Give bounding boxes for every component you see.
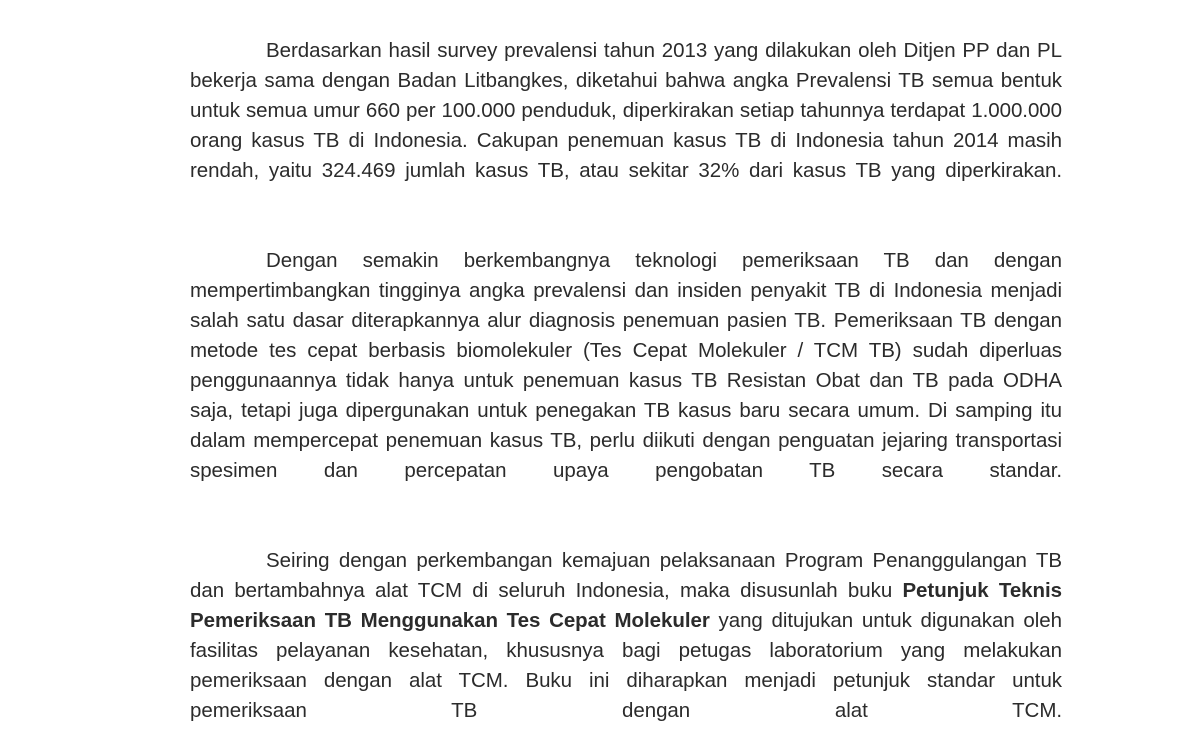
paragraph-3-text-before-bold: Seiring dengan perkembangan kemajuan pelaksanaan Program Penanggulangan TB dan bertambahnya alat TCM di seluruh Indonesia, maka disusunlah buku (190, 549, 1062, 602)
paragraph-3 (190, 546, 1062, 756)
book-title-bold: Petunjuk Teknis Pemeriksaan TB Menggunakan Tes Cepat Molekuler (190, 579, 1062, 632)
paragraph-2: Dengan semakin berkembangnya teknologi pemeriksaan TB dan dengan mempertimbangkan tingginya angka prevalensi dan insiden penyakit TB di Indonesia menjadi salah satu dasar diterapkannya alur diagnosis penemuan pasien TB. Pemeriksaan TB dengan metode tes cepat berbasis biomolekuler (Tes Cepat Molekuler / TCM TB) sudah diperluas penggunaannya tidak hanya untuk penemuan kasus TB Resistan Obat dan TB pada ODHA saja, tetapi juga dipergunakan untuk penegakan TB kasus baru secara umum. Di samping itu dalam mempercepat penemuan kasus TB, perlu diikuti dengan penguatan jejaring transportasi spesimen dan percepatan upaya pengobatan TB secara standar. (190, 249, 1062, 482)
document-text-column (190, 36, 1062, 756)
paragraph-3-text-after-bold: yang ditujukan untuk digunakan oleh fasilitas pelayanan kesehatan, khususnya bagi petugas laboratorium yang melakukan pemeriksaan dengan alat TCM. Buku ini diharapkan menjadi petunjuk standar untuk pemeriksaan TB dengan alat TCM. (190, 609, 1062, 722)
paragraph-1: Berdasarkan hasil survey prevalensi tahun 2013 yang dilakukan oleh Ditjen PP dan PL bekerja sama dengan Badan Litbangkes, diketahui bahwa angka Prevalensi TB semua bentuk untuk semua umur 660 per 100.000 penduduk, diperkirakan setiap tahunnya terdapat 1.000.000 orang kasus TB di Indonesia. Cakupan penemuan kasus TB di Indonesia tahun 2014 masih rendah, yaitu 324.469 jumlah kasus TB, atau sekitar 32% dari kasus TB yang diperkirakan. (190, 39, 1062, 182)
